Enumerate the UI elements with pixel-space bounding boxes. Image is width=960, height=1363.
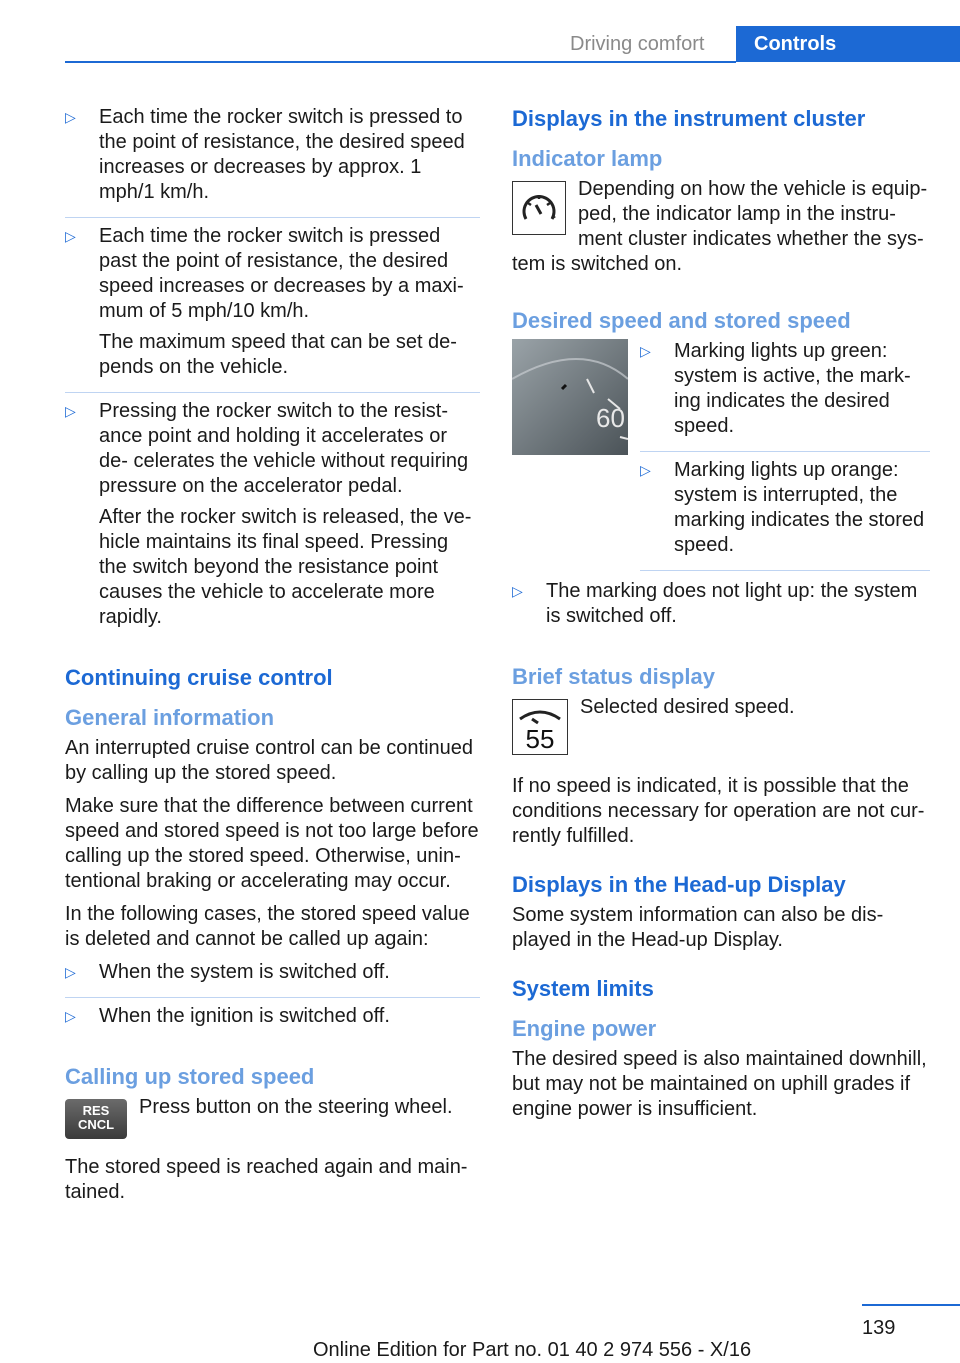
heading-engine-power: Engine power <box>512 1016 657 1041</box>
triangle-bullet-icon: ▷ <box>640 462 651 478</box>
left-column <box>65 105 480 1213</box>
list-item <box>65 399 480 642</box>
list-item <box>65 1004 480 1041</box>
res-cncl-row <box>65 1095 480 1155</box>
heading-desired-stored-speed: Desired speed and stored speed <box>512 308 851 333</box>
paragraph: An interrupted cruise control can be continued by calling up the stored speed. <box>65 737 474 784</box>
deleted-cases-list <box>65 960 480 1041</box>
heading-indicator-lamp: Indicator lamp <box>512 146 663 171</box>
marking-list <box>640 339 930 571</box>
res-label: RES <box>82 1103 110 1118</box>
indicator-lamp-row <box>512 177 930 285</box>
chapter-tab: Controls <box>736 26 960 62</box>
heading-displays-instrument-cluster: Displays in the instrument cluster <box>512 106 866 131</box>
res-cncl-button-icon <box>65 1099 127 1139</box>
list-item-text: The maximum speed that can be set de- pends on the vehicle. <box>99 331 457 378</box>
paragraph: Some system information can also be dis- played in the Head-up Display. <box>512 904 884 951</box>
cruise-control-indicator-icon <box>512 181 566 242</box>
triangle-bullet-icon: ▷ <box>65 228 76 244</box>
list-item-text: Each time the rocker switch is pressed past the point of resistance, the desired speed increases or decreases by a maxi- mum of 5 mph/10 km/h. <box>99 225 464 322</box>
triangle-bullet-icon: ▷ <box>512 583 523 599</box>
right-column <box>512 105 930 1130</box>
triangle-bullet-icon: ▷ <box>65 1008 76 1024</box>
paragraph: Press button on the steering wheel. <box>139 1096 453 1118</box>
list-item-text: When the system is switched off. <box>99 961 390 983</box>
speedometer-image <box>512 339 628 455</box>
heading-head-up-display: Displays in the Head-up Display <box>512 872 846 897</box>
header-rule <box>65 61 736 63</box>
triangle-bullet-icon: ▷ <box>640 343 651 359</box>
list-item-text: Marking lights up orange: system is interrupted, the marking indicates the stored speed. <box>674 459 925 556</box>
list-item <box>512 579 930 641</box>
list-item <box>65 224 480 393</box>
list-item <box>65 105 480 218</box>
heading-general-information: General information <box>65 705 275 730</box>
marking-off-list <box>512 579 930 641</box>
paragraph: In the following cases, the stored speed value is deleted and cannot be called up again: <box>65 903 470 950</box>
heading-calling-up-stored-speed: Calling up stored speed <box>65 1064 315 1089</box>
page-number: 139 <box>862 1317 896 1339</box>
list-item-text: Pressing the rocker switch to the resist- ance point and holding it accelerates or de- celerates the vehicle without requiring pressure on the accelerator pedal. <box>99 400 469 497</box>
list-item-text: When the ignition is switched off. <box>99 1005 390 1027</box>
triangle-bullet-icon: ▷ <box>65 964 76 980</box>
footer-rule <box>862 1304 960 1306</box>
paragraph: Selected desired speed. <box>580 696 795 718</box>
rocker-switch-list <box>65 105 480 642</box>
section-title: Driving comfort <box>570 33 705 55</box>
paragraph: If no speed is indicated, it is possible that the conditions necessary for operation are not cur- rently fulfilled. <box>512 775 925 847</box>
list-item <box>640 458 930 571</box>
list-item-text: Each time the rocker switch is pressed to the point of resistance, the desired speed increases or decreases by approx. 1 mph/1 km/h. <box>99 106 465 203</box>
brief-speed-label: 55 <box>525 724 555 754</box>
list-item-text: After the rocker switch is released, the ve- hicle maintains its final speed. Pressing the switch beyond the resistance point causes the vehicle to accelerate more rapidly. <box>99 506 472 628</box>
paragraph: Depending on how the vehicle is equip- ped, the indicator lamp in the instru- ment cluster indicates whether the sys- tem is switched on. <box>512 178 928 275</box>
list-item <box>640 339 930 452</box>
heading-system-limits: System limits <box>512 976 654 1001</box>
list-item <box>65 960 480 998</box>
triangle-bullet-icon: ▷ <box>65 403 76 419</box>
speed-55-icon <box>512 699 568 762</box>
gauge-row <box>512 339 930 579</box>
paragraph: The stored speed is reached again and main- tained. <box>65 1156 468 1203</box>
gauge-speed-label: 60 <box>596 403 625 433</box>
brief-status-row <box>512 695 930 766</box>
list-item-text: Marking lights up green: system is active, the mark- ing indicates the desired speed. <box>674 340 911 437</box>
paragraph: Make sure that the difference between current speed and stored speed is not too large before calling up the stored speed. Otherwise, unin- tentional braking or accelerating may occur. <box>65 795 479 892</box>
cncl-label: CNCL <box>77 1117 115 1132</box>
list-item-text: The marking does not light up: the system is switched off. <box>546 580 918 627</box>
triangle-bullet-icon: ▷ <box>65 109 76 125</box>
paragraph: The desired speed is also maintained downhill, but may not be maintained on uphill grades if engine power is insufficient. <box>512 1048 927 1120</box>
heading-brief-status-display: Brief status display <box>512 664 715 689</box>
heading-continuing-cruise-control: Continuing cruise control <box>65 665 333 690</box>
page-header <box>0 26 960 62</box>
online-edition-label: Online Edition for Part no. 01 40 2 974 556 - X/16 <box>313 1339 752 1361</box>
